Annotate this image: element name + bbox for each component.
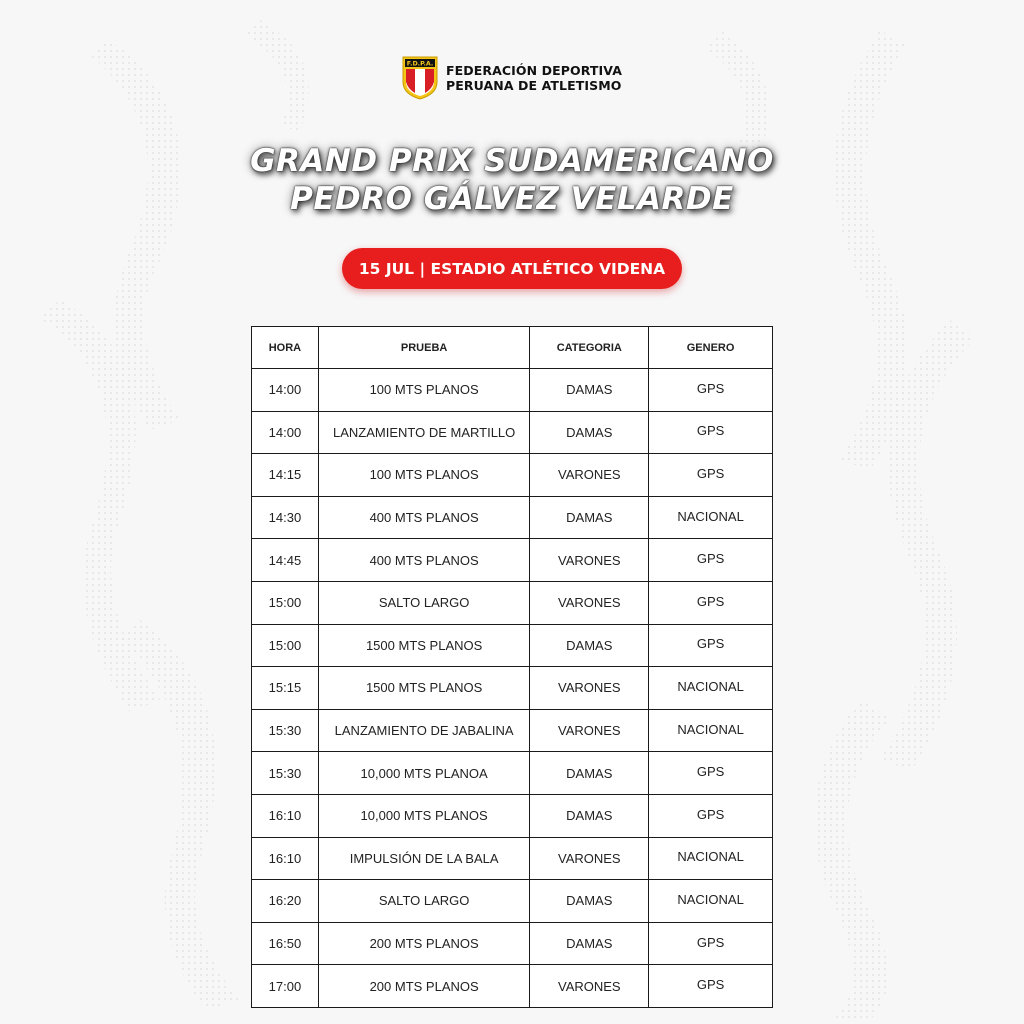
federation-name-line1: FEDERACIÓN DEPORTIVA (446, 63, 622, 78)
cell-categoria: DAMAS (530, 411, 649, 454)
cell-categoria: DAMAS (530, 880, 649, 923)
cell-prueba: 200 MTS PLANOS (318, 922, 530, 965)
cell-genero: GPS (649, 624, 773, 667)
table-row (252, 369, 773, 412)
table-row (252, 709, 773, 752)
event-title-line2: PEDRO GÁLVEZ VELARDE (290, 181, 734, 217)
cell-prueba: 200 MTS PLANOS (318, 965, 530, 1008)
cell-hora: 14:15 (252, 454, 319, 497)
table-row (252, 667, 773, 710)
cell-hora: 15:00 (252, 624, 319, 667)
cell-categoria: VARONES (530, 837, 649, 880)
cell-categoria: VARONES (530, 539, 649, 582)
cell-genero: GPS (649, 411, 773, 454)
cell-categoria: DAMAS (530, 369, 649, 412)
cell-prueba: SALTO LARGO (318, 581, 530, 624)
cell-genero: GPS (649, 454, 773, 497)
cell-hora: 14:45 (252, 539, 319, 582)
cell-prueba: 400 MTS PLANOS (318, 496, 530, 539)
table-row (252, 454, 773, 497)
column-header-hora: HORA (252, 327, 319, 369)
cell-prueba: 10,000 MTS PLANOA (318, 752, 530, 795)
cell-categoria: VARONES (530, 454, 649, 497)
cell-hora: 14:00 (252, 411, 319, 454)
cell-genero: GPS (649, 794, 773, 837)
table-row (252, 837, 773, 880)
cell-genero: GPS (649, 581, 773, 624)
federation-name-line2: PERUANA DE ATLETISMO (446, 78, 622, 93)
column-header-genero: GENERO (649, 327, 773, 369)
cell-prueba: LANZAMIENTO DE JABALINA (318, 709, 530, 752)
column-header-categoria: CATEGORIA (530, 327, 649, 369)
event-title-line1: GRAND PRIX SUDAMERICANO (250, 143, 774, 179)
cell-categoria: VARONES (530, 667, 649, 710)
cell-prueba: LANZAMIENTO DE MARTILLO (318, 411, 530, 454)
federation-logo (402, 56, 622, 100)
cell-genero: GPS (649, 965, 773, 1008)
cell-genero: GPS (649, 922, 773, 965)
cell-prueba: 1500 MTS PLANOS (318, 624, 530, 667)
event-title (0, 142, 1024, 218)
column-header-prueba: PRUEBA (318, 327, 530, 369)
cell-hora: 15:15 (252, 667, 319, 710)
svg-text:F.D.P.A.: F.D.P.A. (406, 60, 434, 68)
cell-categoria: DAMAS (530, 496, 649, 539)
cell-categoria: VARONES (530, 709, 649, 752)
cell-prueba: 100 MTS PLANOS (318, 454, 530, 497)
date-venue-badge (342, 248, 682, 289)
cell-genero: NACIONAL (649, 837, 773, 880)
cell-genero: NACIONAL (649, 667, 773, 710)
cell-genero: NACIONAL (649, 496, 773, 539)
table-row (252, 794, 773, 837)
table-row (252, 539, 773, 582)
fdpa-shield-icon (402, 56, 438, 100)
cell-hora: 16:10 (252, 794, 319, 837)
cell-categoria: DAMAS (530, 794, 649, 837)
cell-hora: 16:20 (252, 880, 319, 923)
federation-header (0, 56, 1024, 100)
cell-prueba: 10,000 MTS PLANOS (318, 794, 530, 837)
date-venue-label: 15 JUL | ESTADIO ATLÉTICO VIDENA (358, 259, 666, 278)
table-row (252, 411, 773, 454)
cell-categoria: VARONES (530, 581, 649, 624)
table-row (252, 965, 773, 1008)
table-row (252, 496, 773, 539)
cell-genero: GPS (649, 752, 773, 795)
cell-hora: 14:00 (252, 369, 319, 412)
table-row (252, 624, 773, 667)
schedule-table (251, 326, 773, 1008)
cell-hora: 17:00 (252, 965, 319, 1008)
table-row (252, 752, 773, 795)
table-header-row (252, 327, 773, 369)
cell-genero: GPS (649, 369, 773, 412)
cell-categoria: VARONES (530, 965, 649, 1008)
cell-prueba: 100 MTS PLANOS (318, 369, 530, 412)
cell-prueba: 1500 MTS PLANOS (318, 667, 530, 710)
cell-genero: NACIONAL (649, 880, 773, 923)
table-row (252, 880, 773, 923)
cell-categoria: DAMAS (530, 752, 649, 795)
cell-genero: NACIONAL (649, 709, 773, 752)
cell-prueba: 400 MTS PLANOS (318, 539, 530, 582)
cell-hora: 16:50 (252, 922, 319, 965)
cell-genero: GPS (649, 539, 773, 582)
cell-hora: 15:00 (252, 581, 319, 624)
table-row (252, 581, 773, 624)
table-row (252, 922, 773, 965)
cell-hora: 15:30 (252, 752, 319, 795)
cell-hora: 16:10 (252, 837, 319, 880)
cell-prueba: SALTO LARGO (318, 880, 530, 923)
cell-prueba: IMPULSIÓN DE LA BALA (318, 837, 530, 880)
cell-hora: 15:30 (252, 709, 319, 752)
cell-hora: 14:30 (252, 496, 319, 539)
cell-categoria: DAMAS (530, 922, 649, 965)
cell-categoria: DAMAS (530, 624, 649, 667)
